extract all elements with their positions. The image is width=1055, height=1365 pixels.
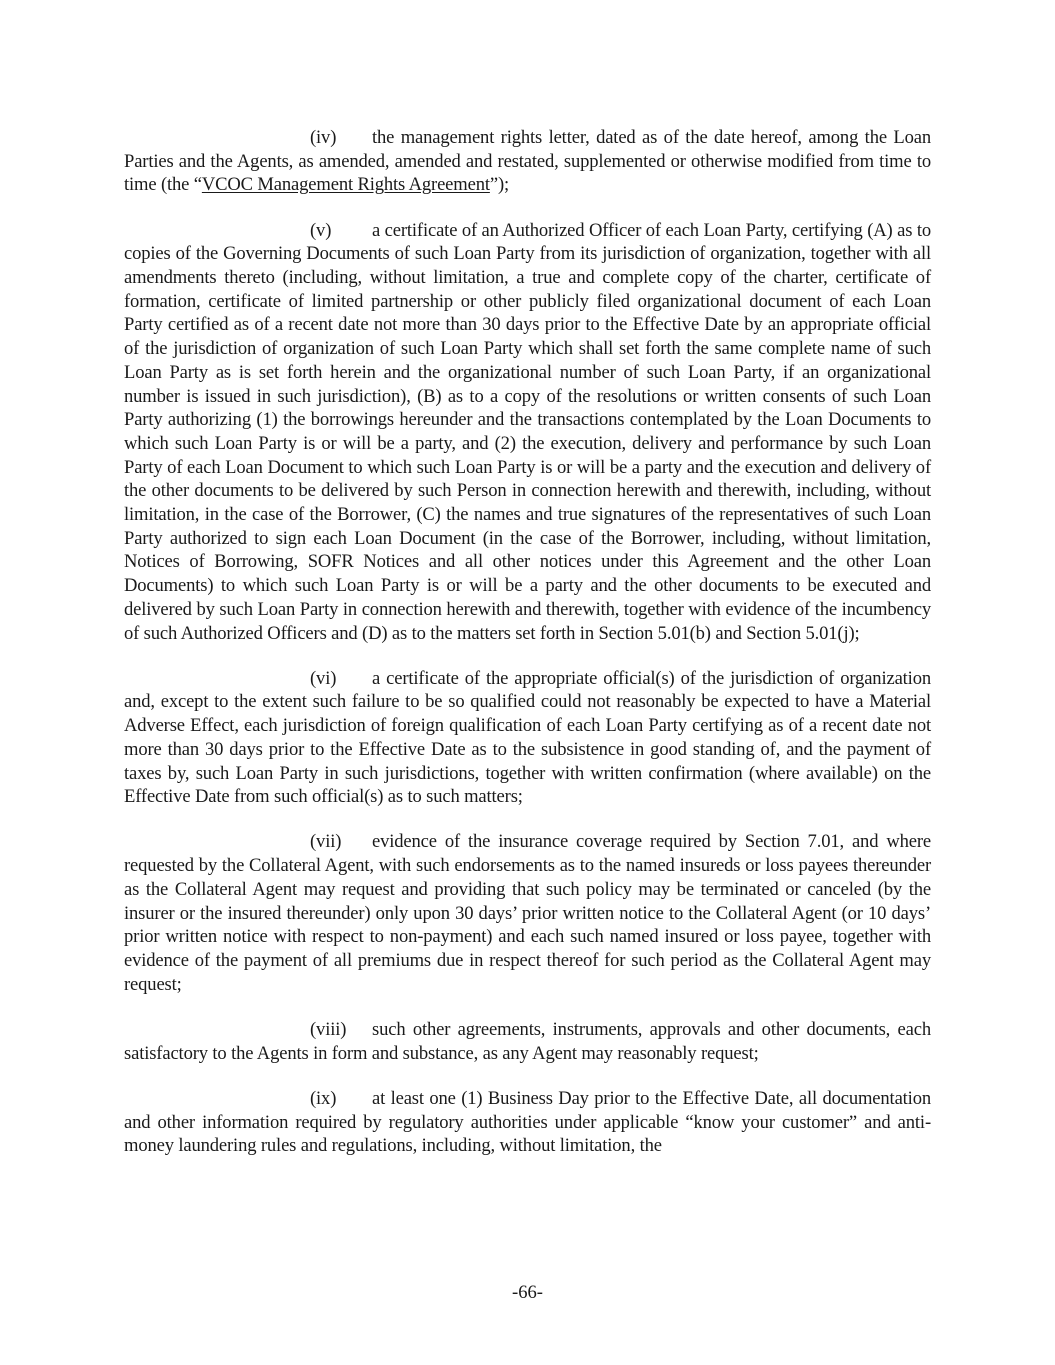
paragraph-vi bbox=[124, 667, 931, 809]
paragraph-text: at least one (1) Business Day prior to the Effective Date, all documentation and other information required by regulatory authorities under applicable “know your customer” and anti-money laundering rules and regulations, including, without limitation, the bbox=[124, 1087, 931, 1157]
paragraph-vii bbox=[124, 830, 931, 996]
item-number: (v) bbox=[310, 219, 332, 241]
document-page bbox=[124, 126, 931, 1179]
paragraph-iv bbox=[124, 126, 931, 197]
paragraph-text: evidence of the insurance coverage required by Section 7.01, and where requested by the Collateral Agent, with such endorsements as to the named insureds or loss payees thereunder as the Collateral Agent may request and providing that such policy may be terminated or canceled (by the insurer or the insured thereunder) only upon 30 days’ prior written notice to the Collateral Agent (or 10 days’ prior written notice with respect to non-payment) and each such named insured or loss payee, together with evidence of the payment of all premiums due in respect thereof for such period as the Collateral Agent may request; bbox=[124, 831, 931, 995]
paragraph-text: such other agreements, instruments, approvals and other documents, each satisfactory to the Agents in form and substance, as any Agent may reasonably request; bbox=[124, 1018, 931, 1064]
defined-term: VCOC Management Rights Agreement bbox=[201, 174, 490, 196]
page-number: -66- bbox=[512, 1282, 543, 1303]
item-number: (vi) bbox=[310, 667, 337, 689]
paragraph-text: the management rights letter, dated as of the date hereof, among the Loan Parties and the Agents, as amended, amended and restated, supplemented or otherwise modified from time to time (the “ bbox=[124, 127, 931, 196]
item-number: (viii) bbox=[310, 1018, 347, 1040]
paragraph-text: a certificate of the appropriate official(s) of the jurisdiction of organization and, except to the extent such failure to be so qualified could not reasonably be expected to have a Material Adverse Effect, each jurisdiction of foreign qualification of each Loan Party certifying as of a recent date not more than 30 days prior to the Effective Date as to the subsistence in good standing of, and the payment of taxes by, such Loan Party in such jurisdictions, together with written confirmation (where available) on the Effective Date from such official(s) as to such matters; bbox=[124, 667, 931, 808]
paragraph-viii bbox=[124, 1018, 931, 1065]
item-number: (iv) bbox=[310, 127, 337, 148]
item-number: (ix) bbox=[310, 1087, 337, 1109]
item-number: (vii) bbox=[310, 831, 342, 853]
paragraph-text: a certificate of an Authorized Officer of each Loan Party, certifying (A) as to copies of the Governing Documents of such Loan Party from its jurisdiction of organization, together with all amendments thereto (including, without limitation, a true and complete copy of the charter, certificate of formation, certificate of limited partnership or other publicly filed organizational document of each Loan Party certified as of a recent date not more than 30 days prior to the Effective Date by an appropriate official of the jurisdiction of organization of such Loan Party which shall set forth the same complete name of such Loan Party as is set forth herein and the organizational number of such Loan Party, if an organizational number is issued in such jurisdiction), (B) as to a copy of the resolutions or written consents of such Loan Party authorizing (1) the borrowings hereunder and the transactions contemplated by the Loan Documents to which such Loan Party is or will be a party, and (2) the execution, delivery and performance by such Loan Party of each Loan Document to which such Loan Party is or will be a party and the execution and delivery of the other documents to be delivered by such Person in connection herewith and therewith, including, without limitation, in the case of the Borrower, (C) the names and true signatures of the representatives of such Loan Party authorized to sign each Loan Document (in the case of the Borrower, including, without limitation, Notices of Borrowing, SOFR Notices and all other notices under this Agreement and the other Loan Documents) to which such Loan Party is or will be a party and the other documents to be executed and delivered by such Loan Party in connection herewith and therewith, together with evidence of the incumbency of such Authorized Officers and (D) as to the matters set forth in Section 5.01(b) and Section 5.01(j); bbox=[124, 219, 931, 644]
paragraph-v bbox=[124, 219, 931, 646]
paragraph-ix bbox=[124, 1087, 931, 1158]
paragraph-text-end: ”); bbox=[489, 174, 510, 196]
